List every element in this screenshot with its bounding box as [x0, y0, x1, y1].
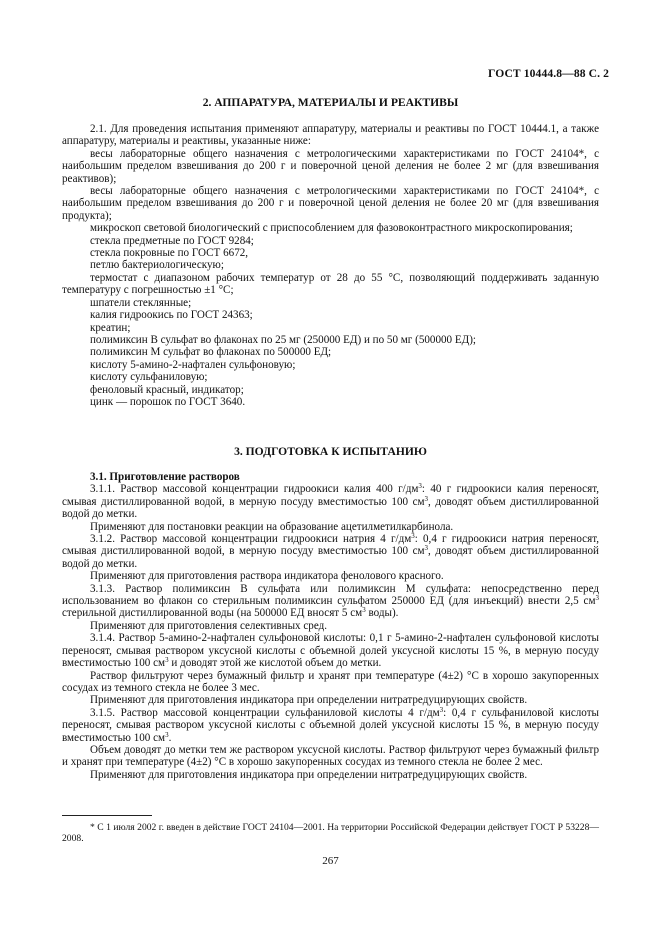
list-item: стекла предметные по ГОСТ 9284;	[90, 234, 254, 247]
paragraph: 3.1.3. Раствор полимиксин В сульфата или полимиксин М сульфата: непосредственно перед использованием во флакон со стерильным полимиксин сульфатом 250000 ЕД (для инъекций) внести 2,5 $см^3$ стерильной дистиллированной воды (на 500000 ЕД вносят 5 $см^3$ воды).	[62, 582, 599, 620]
paragraph: Применяют для приготовления индикатора при определении нитратредуцирующих свойств.	[90, 768, 528, 781]
paragraph: Применяют для постановки реакции на образование ацетилметилкарбинола.	[90, 520, 454, 533]
paragraph: термостат с диапазоном рабочих температур от 28 до 55 °С, позволяющий поддерживать заданную температуру с погрешностью ±1 °С;	[62, 271, 599, 297]
paragraph: весы лабораторные общего назначения с метрологическими характеристиками по ГОСТ 24104*, с наибольшим пределом взвешивания до 200 г и поверочной ценой деления не более 20 мг (для взвешивания продукта);	[62, 185, 599, 222]
footnote: * С 1 июля 2002 г. введен в действие ГОСТ 24104—2001. На территории Российской Федерации действует ГОСТ Р 53228—2008.	[62, 822, 599, 845]
list-item: феноловый красный, индикатор;	[90, 383, 244, 396]
list-item: креатин;	[90, 321, 131, 334]
page-number: 267	[322, 855, 339, 867]
list-item: стекла покровные по ГОСТ 6672,	[90, 247, 249, 260]
list-item: кислоту сульфаниловую;	[90, 371, 208, 384]
paragraph: 3.1.2. Раствор массовой концентрации гидроокиси натрия 4 $г/дм^3$: 0,4 г гидроокиси натрия переносят, смывая дистиллированной водой, в мерную посуду вместимостью 100 $см^3$, доводят объем дистиллированной водой до метки.	[62, 532, 599, 570]
paragraph: микроскоп световой биологический с приспособлением для фазовоконтрастного микроскопирования;	[90, 222, 573, 235]
list-item: полимиксин М сульфат во флаконах по 500000 ЕД;	[90, 346, 332, 359]
list-item: цинк — порошок по ГОСТ 3640.	[90, 395, 246, 408]
paragraph: Объем доводят до метки тем же раствором уксусной кислоты. Раствор фильтруют через бумажный фильтр и хранят при температуре (4±2) °С в хорошо закупоренных сосудах из темного стекла не более 2 мес.	[62, 743, 599, 769]
section-3-body	[62, 471, 599, 781]
page-header: ГОСТ 10444.8—88 С. 2	[488, 67, 609, 80]
paragraph: Применяют для приготовления индикатора при определении нитратредуцирующих свойств.	[90, 694, 528, 707]
section-3-title: 3. ПОДГОТОВКА К ИСПЫТАНИЮ	[234, 445, 427, 458]
footnote-divider	[62, 815, 152, 816]
list-item: шпатели стеклянные;	[90, 296, 192, 309]
list-item: петлю бактериологическую;	[90, 259, 224, 272]
section-2-title: 2. АППАРАТУРА, МАТЕРИАЛЫ И РЕАКТИВЫ	[202, 96, 459, 109]
paragraph: 3.1.4. Раствор 5-амино-2-нафтален сульфоновой кислоты: 0,1 г 5-амино-2-нафтален сульфоновой кислоты переносят, смывая раствором уксусной кислоты с объемной долей уксусной кислоты 15 %, в мерную посуду вместимостью 100 $см^3$ и доводят этой же кислотой объем до метки.	[62, 632, 599, 670]
paragraph: весы лабораторные общего назначения с метрологическими характеристиками по ГОСТ 24104*, с наибольшим пределом взвешивания до 200 г и поверочной ценой деления не более 2 мг (для взвешивания реактивов);	[62, 147, 599, 185]
paragraph: Раствор фильтруют через бумажный фильтр и хранят при температуре (4±2) °С в хорошо закупоренных сосудах из темного стекла не более 3 мес.	[62, 669, 599, 694]
paragraph: 3.1.1. Раствор массовой концентрации гидроокиси калия 400 $г/дм^3$: 40 г гидроокиси калия переносят, смывая дистиллированной водой, в мерную посуду вместимостью 100 $см^3$, доводят объем дистиллированной водой до метки.	[62, 482, 599, 521]
list-item: кислоту 5-амино-2-нафтален сульфоновую;	[90, 358, 296, 371]
list-item: полимиксин В сульфат во флаконах по 25 мг (250000 ЕД) и по 50 мг (500000 ЕД);	[90, 333, 476, 346]
paragraph: 3.1.5. Раствор массовой концентрации сульфаниловой кислоты 4 $г/дм^3$: 0,4 г сульфаниловой кислоты переносят, смывая раствором уксусной кислоты с объемной долей уксусной кислоты 15 %, в мерную посуду вместимостью 100 $см^3$.	[62, 705, 599, 744]
paragraph: Применяют для приготовления селективных сред.	[90, 619, 328, 632]
paragraph: Применяют для приготовления раствора индикатора фенолового красного.	[90, 570, 444, 583]
paragraph: 2.1. Для проведения испытания применяют аппаратуру, материалы и реактивы по ГОСТ 10444.1, а также аппаратуру, материалы и реактивы, указанные ниже:	[62, 123, 599, 148]
section-2-body	[62, 123, 599, 408]
subsection-title: 3.1. Приготовление растворов	[90, 471, 240, 483]
list-item: калия гидроокись по ГОСТ 24363;	[90, 309, 253, 322]
